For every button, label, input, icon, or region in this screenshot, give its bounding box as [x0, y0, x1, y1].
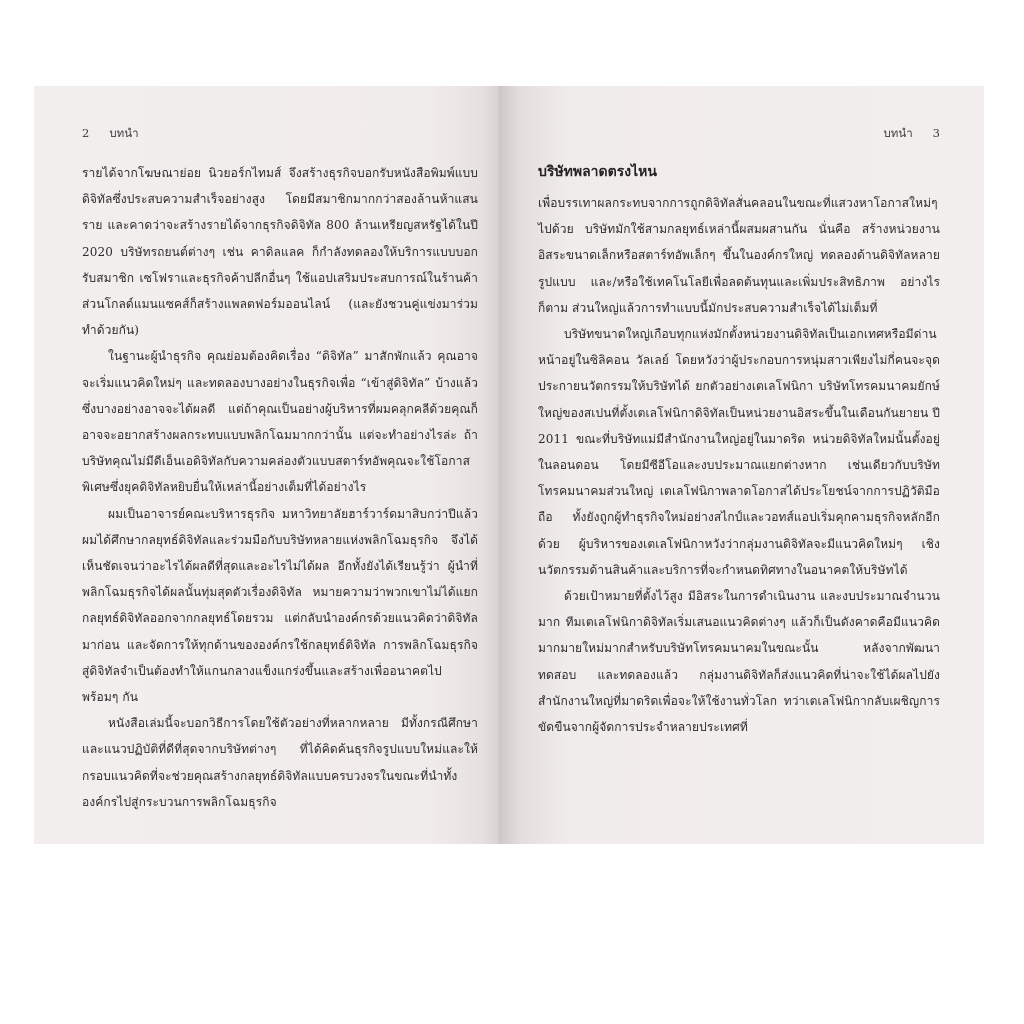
left-paragraph-1: รายได้จากโฆษณาย่อย นิวยอร์กไทมส์ จึงสร้างธุรกิจบอกรับหนังสือพิมพ์แบบดิจิทัลซึ่งประสบความสำเร็จอย่างสูง โดยมีสมาชิกมากกว่าสองล้านห้าแสนราย และคาดว่าจะสร้างรายได้จากธุรกิจดิจิทัล 800 ล้านเหรียญสหรัฐได้ในปี 2020 บริษัทรถยนต์ต่างๆ เช่น คาดิลแลค ก็กำลังทดลองให้บริการแบบบอกรับสมาชิก เซโฟราและธุรกิจค้าปลีกอื่นๆ ใช้แอปเสริมประสบการณ์ในร้านค้า ส่วนโกลด์แมนแซคส์ก็สร้างแพลตฟอร์มออนไลน์ (และยังชวนคู่แข่งมาร่วมทำด้วยกัน)	[82, 166, 478, 338]
right-paragraph-2: บริษัทขนาดใหญ่เกือบทุกแห่งมักตั้งหน่วยงานดิจิทัลเป็นเอกเทศหรือมีด่านหน้าอยู่ในซิลิคอน วัลเลย์ โดยหวังว่าผู้ประกอบการหนุ่มสาวเพียงไม่กี่คนจะจุดประกายนวัตกรรมให้บริษัทได้ ยกตัวอย่างเตเลโฟนิกา บริษัทโทรคมนาคมยักษ์ใหญ่ของสเปนที่ตั้งเตเลโฟนิกาดิจิทัลเป็นหน่วยงานอิสระขึ้นในเดือนกันยายน ปี 2011 ขณะที่บริษัทแม่มีสำนักงานใหญ่อยู่ในมาดริด หน่วยดิจิทัลใหม่นั้นตั้งอยู่ในลอนดอน โดยมีซีอีโอและงบประมาณแยกต่างหาก เช่นเดียวกับบริษัทโทรคมนาคมส่วนใหญ่ เตเลโฟนิกาพลาดโอกาสได้ประโยชน์จากการปฏิวัติมือถือ ทั้งยังถูกผู้ทำธุรกิจใหม่อย่างสไกป์และวอทส์แอปเริ่มคุกคามธุรกิจหลักอีกด้วย ผู้บริหารของเตเลโฟนิกาหวังว่ากลุ่มงานดิจิทัลจะมีแนวคิดใหม่ๆ เชิงนวัตกรรมด้านสินค้าและบริการที่จะกำหนดทิศทางในอนาคตให้บริษัทได้	[538, 327, 940, 577]
left-paragraph-4: หนังสือเล่มนี้จะบอกวิธีการโดยใช้ตัวอย่างที่หลากหลาย มีทั้งกรณีศึกษาและแนวปฏิบัติที่ดีที่สุดจากบริษัทต่างๆ ที่ได้คิดค้นธุรกิจรูปแบบใหม่และให้กรอบแนวคิดที่จะช่วยคุณสร้างกลยุทธ์ดิจิทัลแบบครบวงจรในขณะที่นำทั้งองค์กรไปสู่กระบวนการพลิกโฉมธุรกิจ	[82, 716, 478, 809]
left-paragraph-3: ผมเป็นอาจารย์คณะบริหารธุรกิจ มหาวิทยาลัยฮาร์วาร์ดมาสิบกว่าปีแล้ว ผมได้ศึกษากลยุทธ์ดิจิทัลและร่วมมือกับบริษัทหลายแห่งพลิกโฉมธุรกิจ จึงได้เห็นชัดเจนว่าอะไรได้ผลดีที่สุดและอะไรไม่ได้ผล อีกทั้งยังได้เรียนรู้ว่า ผู้นำที่พลิกโฉมธุรกิจได้ผลนั้นทุ่มสุดตัวเรื่องดิจิทัล หมายความว่าพวกเขาไม่ได้แยกกลยุทธ์ดิจิทัลออกจากกลยุทธ์โดยรวม แต่กลับนำองค์กรด้วยแนวคิดว่าดิจิทัลมาก่อน และจัดการให้ทุกด้านขององค์กรใช้กลยุทธ์ดิจิทัล การพลิกโฉมธุรกิจสู่ดิจิทัลจำเป็นต้องทำให้แกนกลางแข็งแกร่งขึ้นและสร้างเพื่ออนาคตไปพร้อมๆ กัน	[82, 506, 478, 705]
left-running-head	[82, 126, 478, 140]
left-paragraph-2: ในฐานะผู้นำธุรกิจ คุณย่อมต้องคิดเรื่อง “ดิจิทัล” มาสักพักแล้ว คุณอาจจะเริ่มแนวคิดใหม่ๆ และทดลองบางอย่างในธุรกิจเพื่อ “เข้าสู่ดิจิทัล” บ้างแล้ว ซึ่งบางอย่างอาจจะได้ผลดี แต่ถ้าคุณเป็นอย่างผู้บริหารที่ผมคลุกคลีด้วยคุณก็อาจจะอยากสร้างผลกระทบแบบพลิกโฉมมากกว่านั้น แต่จะทำอย่างไรล่ะ ถ้าบริษัทคุณไม่มีดีเอ็นเอดิจิทัลกับความคล่องตัวแบบสตาร์ทอัพคุณจะใช้โอกาสพิเศษซึ่งยุคดิจิทัลหยิบยื่นให้เหล่านี้อย่างเต็มที่ได้อย่างไร	[82, 349, 478, 495]
right-paragraph-3: ด้วยเป้าหมายที่ตั้งไว้สูง มีอิสระในการดำเนินงาน และงบประมาณจำนวนมาก ทีมเตเลโฟนิกาดิจิทัลเริ่มเสนอแนวคิดต่างๆ แล้วก็เป็นดังคาดคือมีแนวคิดมากมายใหม่มากสำหรับบริษัทโทรคมนาคมในขณะนั้น หลังจากพัฒนา ทดสอบ และทดลองแล้ว กลุ่มงานดิจิทัลก็ส่งแนวคิดที่น่าจะใช้ได้ผลไปยังสำนักงานใหญ่ที่มาดริดเพื่อจะให้ใช้งานทั่วโลก ทว่าเตเลโฟนิกากลับเผชิญการขัดขืนจากผู้จัดการประจำหลายประเทศที่	[538, 589, 940, 735]
left-page-number: 2	[82, 126, 90, 140]
right-page-number: 3	[932, 126, 940, 140]
left-running-head-title: บทนำ	[109, 126, 139, 140]
right-running-head	[538, 126, 940, 140]
book-spread	[34, 86, 984, 844]
right-paragraph-1: เพื่อบรรเทาผลกระทบจากการถูกดิจิทัลสั่นคลอนในขณะที่แสวงหาโอกาสใหม่ๆ ไปด้วย บริษัทมักใช้สามกลยุทธ์เหล่านี้ผสมผสานกัน นั่นคือ สร้างหน่วยงานอิสระขนาดเล็กหรือสตาร์ทอัพเล็กๆ ขึ้นในองค์กรใหญ่ ทดลองด้านดิจิทัลหลายรูปแบบ และ/หรือใช้เทคโนโลยีเพื่อลดต้นทุนและเพิ่มประสิทธิภาพ อย่างไรก็ตาม ส่วนใหญ่แล้วการทำแบบนี้มักประสบความสำเร็จได้ไม่เต็มที่	[538, 196, 940, 315]
section-title: บริษัทพลาดตรงไหน	[538, 164, 657, 180]
right-page	[500, 86, 984, 844]
right-running-head-title: บทนำ	[883, 126, 913, 140]
left-page	[34, 86, 500, 844]
